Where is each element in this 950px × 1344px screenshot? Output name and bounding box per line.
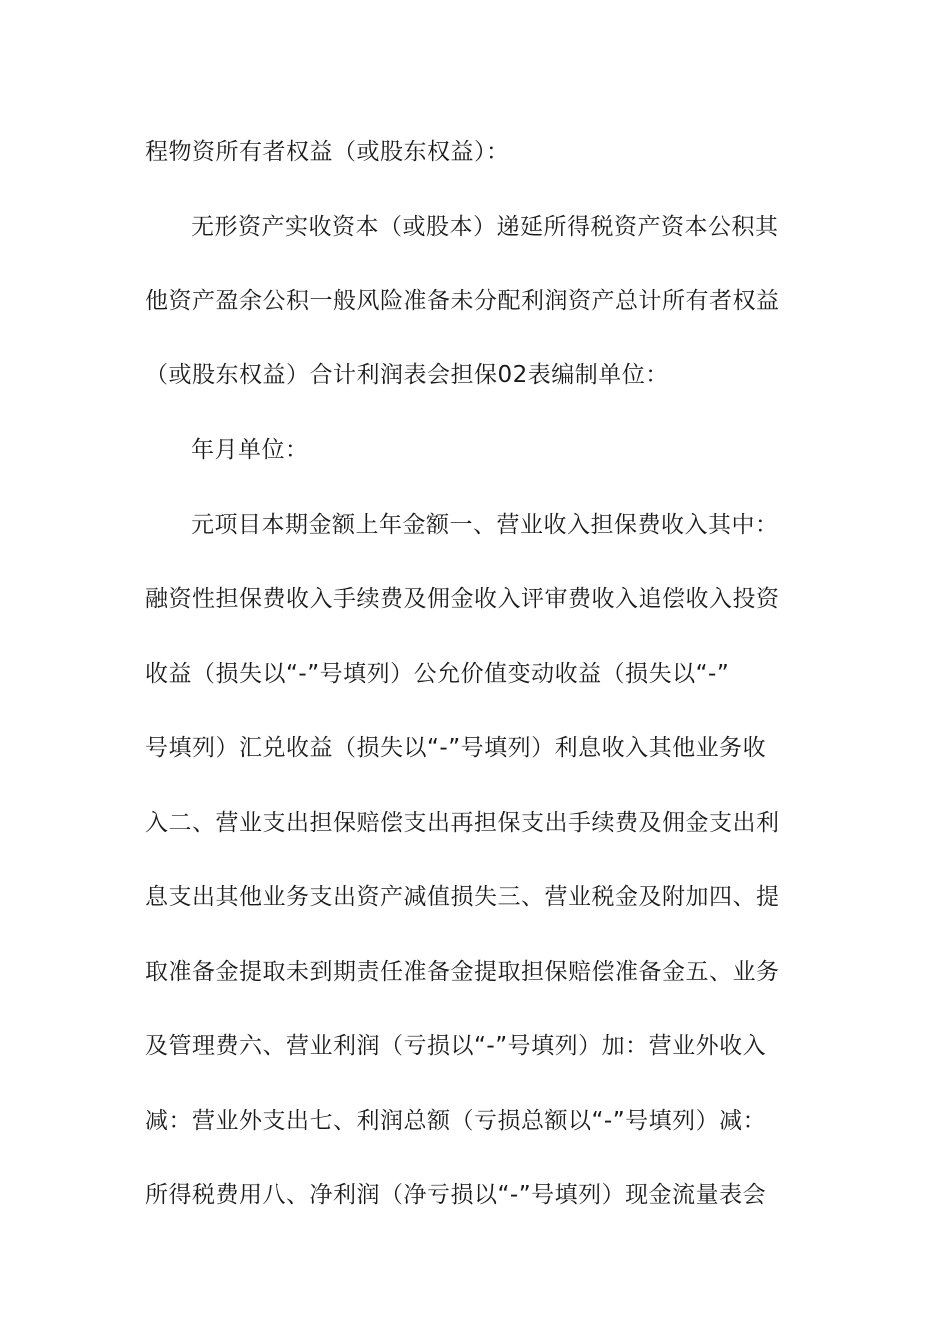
text-line: 他资产盈余公积一般风险准备未分配利润资产总计所有者权益 [145, 288, 780, 314]
text-line: 所得税费用八、净利润（净亏损以“-”号填列）现金流量表会 [145, 1182, 767, 1208]
text-line: 取准备金提取未到期责任准备金提取担保赔偿准备金五、业务 [145, 959, 780, 985]
text-line: 无形资产实收资本（或股本）递延所得税资产资本公积其 [191, 214, 779, 240]
text-line: 及管理费六、营业利润（亏损以“-”号填列）加：营业外收入 [145, 1033, 767, 1059]
text-line: 收益（损失以“-”号填列）公允价值变动收益（损失以“-” [145, 661, 730, 687]
text-line: 入二、营业支出担保赔偿支出再担保支出手续费及佣金支出利 [145, 810, 780, 836]
text-line: 融资性担保费收入手续费及佣金收入评审费收入追偿收入投资 [145, 586, 780, 612]
text-line: 息支出其他业务支出资产减值损失三、营业税金及附加四、提 [145, 884, 780, 910]
text-line: 年月单位： [191, 437, 309, 463]
text-line: （或股东权益）合计利润表会担保02表编制单位： [145, 362, 669, 388]
text-line: 减：营业外支出七、利润总额（亏损总额以“-”号填列）减： [145, 1108, 767, 1134]
text-line: 程物资所有者权益（或股东权益）： [145, 139, 510, 165]
text-line: 元项目本期金额上年金额一、营业收入担保费收入其中： [191, 512, 779, 538]
text-line: 号填列）汇兑收益（损失以“-”号填列）利息收入其他业务收 [145, 735, 767, 761]
